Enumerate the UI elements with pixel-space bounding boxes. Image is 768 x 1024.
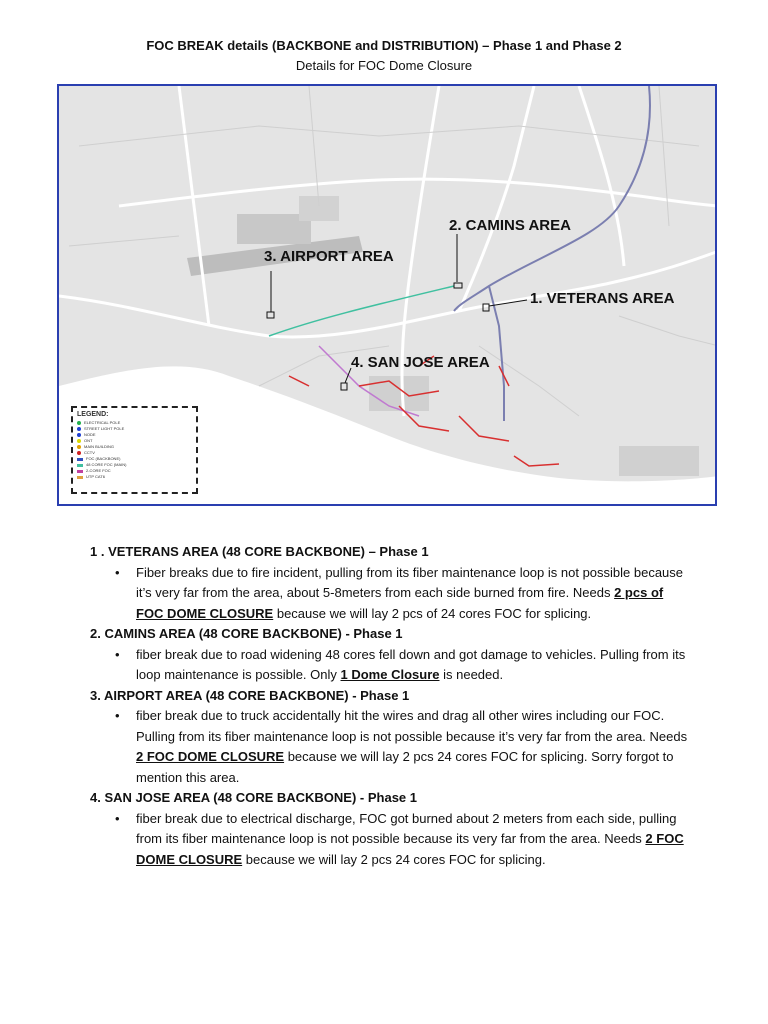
legend-item: MAIN BUILDING <box>77 444 192 450</box>
legend-item: CCTV <box>77 450 192 456</box>
map-legend <box>71 406 198 494</box>
bullet-item: • fiber break due to road widening 48 cores fell down and got damage to vehicles. Pulling from its loop maintenance is possible. Only 1 Dome Closure is needed. <box>136 645 690 686</box>
emphasis-text: 1 Dome Closure <box>340 667 440 682</box>
legend-item: 2-CORE FOC <box>77 468 192 474</box>
legend-item: UTP CAT6 <box>77 474 192 480</box>
bullet-item: • fiber break due to electrical discharge, FOC got burned about 2 meters from each side, pulling from its fiber maintenance loop is not possible because its very far from the area. Needs 2 FOC DOME CLOSURE because we will lay 2 pcs 24 cores FOC for splicing. <box>136 809 690 871</box>
legend-item: FOC (BACKBONE) <box>77 456 192 462</box>
label-camins-area: 2. CAMINS AREA <box>449 217 571 234</box>
section-heading: 3. AIRPORT AREA (48 CORE BACKBONE) - Phase 1 <box>90 687 410 703</box>
legend-item: ONT <box>77 438 192 444</box>
emphasis-text: 2 pcs of FOC DOME CLOSURE <box>136 585 664 621</box>
legend-item: ELECTRICAL POLE <box>77 420 192 426</box>
bullet-item: • fiber break due to truck accidentally hit the wires and drag all other wires including our FOC. Pulling from its fiber maintenance loop is not possible because it’s very far from the area. Needs 2 FOC DOME CLOSURE because we will lay 2 pcs 24 cores FOC for splicing. Sorry forgot to mention this area. <box>136 706 690 788</box>
section-heading: 4. SAN JOSE AREA (48 CORE BACKBONE) - Phase 1 <box>90 790 417 805</box>
section-heading: 2. CAMINS AREA (48 CORE BACKBONE) - Phase 1 <box>90 626 403 641</box>
document-body <box>90 542 690 870</box>
emphasis-text: 2 FOC DOME CLOSURE <box>136 831 684 867</box>
label-san-jose-area: 4. SAN JOSE AREA <box>351 354 490 371</box>
bullet-list <box>90 809 690 871</box>
legend-item: NODE <box>77 432 192 438</box>
label-veterans-area: 1. VETERANS AREA <box>530 290 675 307</box>
legend-title: LEGEND: <box>77 411 109 418</box>
emphasis-text: 2 FOC DOME CLOSURE <box>136 749 285 764</box>
bullet-list <box>90 645 690 686</box>
label-airport-area: 3. AIRPORT AREA <box>264 248 394 265</box>
legend-item: STREET LIGHT POLE <box>77 426 192 432</box>
section-heading: 1 . VETERANS AREA (48 CORE BACKBONE) – Phase 1 <box>90 544 429 559</box>
document-subtitle: Details for FOC Dome Closure <box>295 58 473 73</box>
legend-item: 48 CORE FOC (MAIN) <box>77 462 192 468</box>
bullet-list <box>90 706 690 788</box>
map-image <box>57 84 717 506</box>
bullet-item: • Fiber breaks due to fire incident, pulling from its fiber maintenance loop is not possible because it’s very far from the area, about 5-8meters from each side burned from fire. Needs 2 pcs of FOC DOME CLOSURE because we will lay 2 pcs of 24 cores FOC for splicing. <box>136 563 690 625</box>
document-title: FOC BREAK details (BACKBONE and DISTRIBUTION) – Phase 1 and Phase 2 <box>146 38 622 53</box>
bullet-list <box>90 563 690 625</box>
